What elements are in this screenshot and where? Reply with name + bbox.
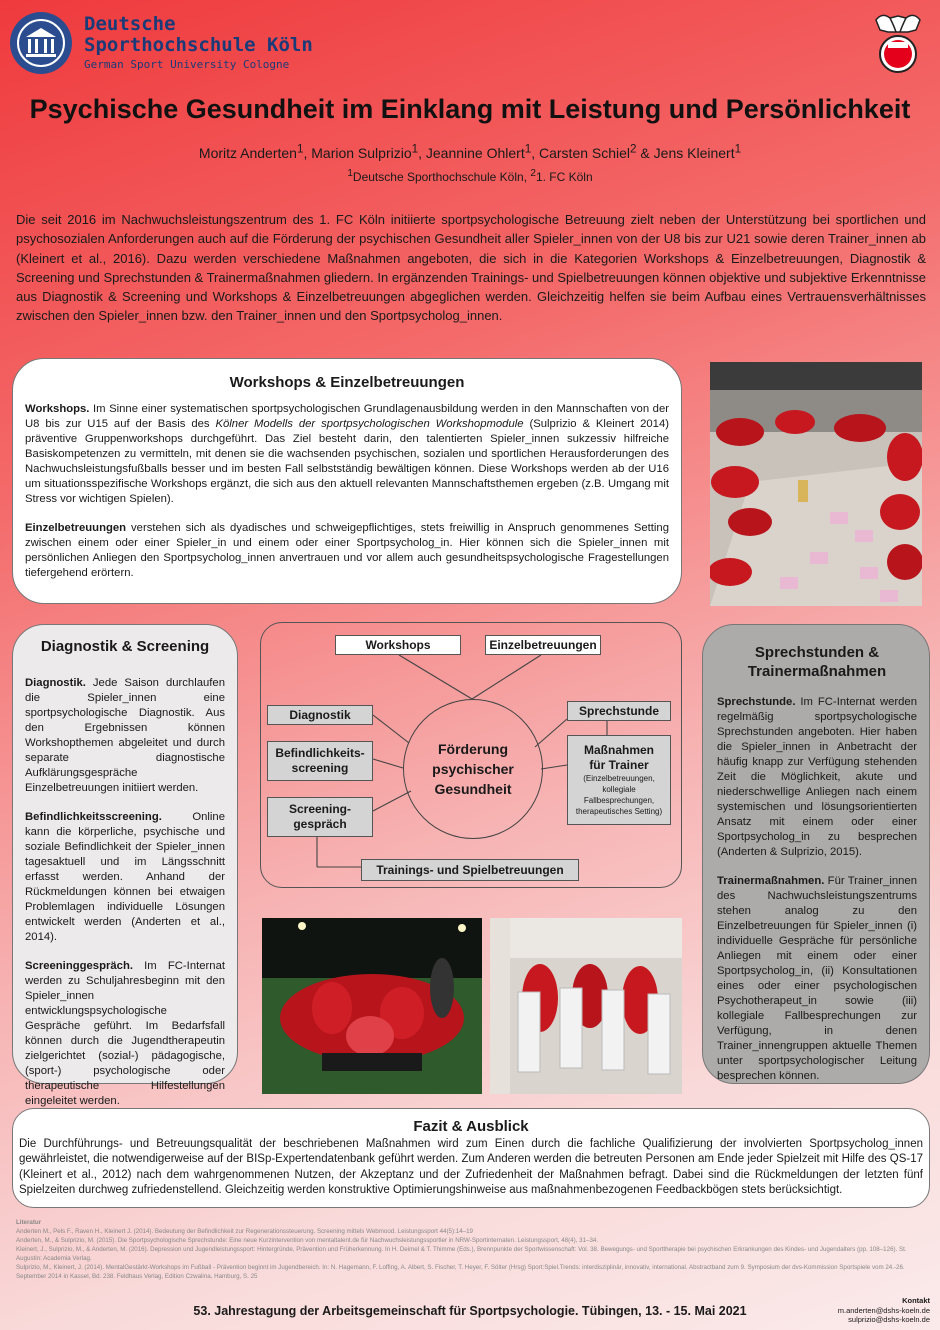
sprechstunden-panel	[702, 624, 930, 1084]
workshops-heading: Workshops & Einzelbetreuungen	[229, 374, 465, 391]
author: Moritz Anderten$^1$,	[198, 142, 312, 161]
references	[16, 1218, 928, 1281]
diagram-screening-box: Screening- gespräch	[267, 797, 373, 837]
diagram-center-circle: Förderung psychischer Gesundheit	[403, 699, 543, 839]
befindlichkeitsscreening-paragraph: Befindlichkeitsscreening. Online kann die körperliche, psychische und soziale Befindlichkeit der Spieler_innen tagesaktuell und im Längsschnitt erfasst werden. Anhand der Rückmeldungen können bei etwaigen Problemlagen individuelle Lösungen entwickelt werden (Anderten et al., 2014).	[25, 811, 225, 943]
temple-icon	[16, 18, 66, 68]
sprechstunde-paragraph: Sprechstunde. Im FC-Internat werden regelmäßig sportpsychologische Sprechstunden angeboten. Hier haben die Spieler_innen in Anbetracht der häufig knapp zur Verfügung stehenden Zeit die Möglichkeit, akute und niederschwellige Anliegen nach einem systemischen und lösungsorientierten Ansatz mit einem oder einer Sportpsycholog_in zu besprechen (Anderten & Sulprizio, 2015).	[717, 696, 917, 858]
diagram-massnahmen-box: Maßnahmen für Trainer (Einzelbetreuungen, kollegiale Fallbesprechungen, therapeutisches Setting)	[567, 735, 671, 825]
author: Jens Kleinert$^1$	[653, 142, 742, 161]
diagram-sprechstunde-box: Sprechstunde	[567, 701, 671, 721]
fazit-text: Die Durchführungs- und Betreuungsqualität der beschriebenen Maßnahmen wird zum Einen durch die fachliche Qualifizierung der involvierten Sportpsycholog_innen gewährleistet, die notwendigerweise auf der BISp-Expertendatenbank geführt werden. Zum Anderen werden die betreuten Personen am Ende jeder Spielzeit mit Hilfe des QS-17 (Kleinert et al., 2012) nach dem wahrgenommenen Nutzen, der Akzeptanz und der Zufriedenheit der Maßnahmen befragt. Dabei sind die Rückmeldungen der letzten fünf Spielzeiten durchweg zufriedenstellend. Gleichzeitig werden konstruktive Optimierungshinweise aus maßnahmenbezogenen Feedbackbögen stets berücksichtigt.	[19, 1137, 923, 1196]
references-heading: Literatur	[16, 1219, 42, 1226]
author-list	[0, 142, 940, 161]
workshops-paragraph: Workshops. Im Sinne einer systematischen sportpsychologischen Grundlagenausbildung werden in den Mannschaften von der U8 bis zur U15 auf der Basis des Kölner Modells der sportpsychologischen Workshopmodule (Sulprizio & Kleinert 2014) präventive Gruppenworkshops durchgeführt. Das Ziel besteht darin, den talentierten Spieler_innen sukzessiv hilfreiche Basiskompetenzen zu vermitteln, mit denen sie die wachsenden psychischen, sozialen und sportlichen Herausforderungen des Nachwuchsleistungsfußballs besser und im besten Fall selbstständig bewältigen können. Diese Workshops werden ab der U16 um situationsspezifische Workshops ergänzt, die sich aus den aktuell relevanten Mannschaftsthemen ergeben (z.B. Umgang mit Stress vor wichtigen Spielen).	[25, 403, 670, 505]
diagnostik-panel	[12, 624, 238, 1107]
diagram-diagnostik-box: Diagnostik	[267, 705, 373, 725]
screeninggespraech-paragraph: Screeninggespräch. Im FC-Internat werden zu Schuljahresbeginn mit den Spieler_innen entwicklungspsychologische Gespräche geführt. Im Bedarfsfall können durch die Jugendtherapeutin zielgerichtet (sozial-) pädagogische, (sport-) psychologische oder therapeutische Hilfestellungen eingeleitet werden.	[25, 960, 225, 1107]
trainermassnahmen-paragraph: Trainermaßnahmen. Für Trainer_innen des Nachwuchsleistungszentrums stehen analog zu den Einzelbetreuungen für Spieler_innen (i) individuelle Gespräche für persönliche Anliegen mit einem oder einer Sportpsycholog_in, (ii) Konsultationen eines oder einer psychologischen Psychotherapeut_in sowie (iii) kollegiale Fallbesprechungen zur Verfügung, in denen Trainer_innengruppen aktuelle Themen unter sportpsychologischer Leitung besprechen können.	[717, 875, 917, 1082]
contact-email-link[interactable]: m.anderten@dshs-koeln.de	[837, 1305, 930, 1315]
contact-email-link[interactable]: sulprizio@dshs-koeln.de	[848, 1315, 930, 1324]
einzelbetreuungen-paragraph: Einzelbetreuungen verstehen sich als dyadisches und schweigepflichtiges, stets freiwillig in Anspruch genommenes Setting zwischen einem oder einer Spieler_in und einem oder einer Sportpsycholog_in. Hier können sich die Spieler_innen mit persönlichen Anliegen den Sportpsycholog_innen anvertrauen und vor allem auch gesundheitspsychologische Fragestellungen tiefergehend erörtern.	[25, 522, 669, 579]
author: Jeannine Ohlert$^1$,	[425, 142, 539, 161]
affiliations: $^1$Deutsche Sporthochschule Köln, $^2$1. FC Köln	[347, 168, 593, 184]
measures-diagram	[260, 622, 682, 888]
diagnostik-heading: Diagnostik & Screening	[40, 638, 210, 655]
diagram-einzel-box: Einzelbetreuungen	[485, 635, 601, 655]
dshs-logo	[10, 12, 72, 74]
author: Carsten Schiel$^2$ &	[539, 142, 654, 161]
author: Marion Sulprizio$^1$,	[311, 142, 426, 161]
reference-item: Anderten M., Pels F., Raven H., Kleinert J. (2014). Bedeutung der Befindlichkeit zur Regenerationssteuerung. Screening mittels Webmood. Leistungssport 44(5):14–19	[16, 1228, 473, 1235]
sprechstunden-heading: Sprechstunden & Trainermaßnahmen	[747, 644, 887, 680]
fazit-heading: Fazit & Ausblick	[413, 1118, 529, 1135]
reference-item: Sulprizio, M., Kleinert, J. (2014). MentalGestärkt-Workshops im Fußball - Prävention beginnt im Jugendbereich. In: N. Hagemann, F. Loffing, A. Albert, S. Fischer, T. Heyer, F. Sölter (Hrsg) Sport:Spiel.Trends: interdisziplinär, innovativ, international. Abstractband zum 9. Symposium der dvs-Kommission Sportspiele vom 24.-26. September 2014 in Kassel, Bd. 238. Feldhaus Verlag, Edition Czwalina, Hamburg, S. 25	[16, 1264, 905, 1280]
diagram-befindlichkeit-box: Befindlichkeits- screening	[267, 741, 373, 781]
diagram-trainings-box: Trainings- und Spielbetreuungen	[361, 859, 579, 881]
intro-text: Die seit 2016 im Nachwuchsleistungszentrum des 1. FC Köln initiierte sportpsychologische Betreuung zielt neben der Unterstützung bei sportlichen und psychosozialen Anforderungen auch auf die Förderung der psychischen Gesundheit aller Spieler_innen von der U8 bis zur U21 sowie deren Trainer_innen ab (Kleinert et al., 2016). Dazu werden verschiedene Maßnahmen angeboten, die sich in die Kategorien Workshops & Einzelbetreuungen, Diagnostik & Screening und Sprechstunden & Trainermaßnahmen gliedern. In ergänzenden Trainings- und Spielbetreuungen können objektive und subjektive Erkenntnisse aus Diagnostik & Screening und Workshops & Einzelbetreuungen abgeglichen werden. Gleichzeitig helfen sie beim Aufbau eines Vertrauensverhältnisses zwischen den Spieler_innen bzw. den Trainer_innen und den Sportpsycholog_innen.	[16, 212, 926, 324]
workshops-panel	[12, 358, 682, 604]
reference-item: Kleinert, J., Sulprizio, M., & Anderten, M. (2016). Depression und Jugendleistungssport: Hintergründe, Prävention und Früherkennung. In H. Deimel & T. Thimme (Eds.), Brennpunkte der Sportwissenschaft: Vol. 38. Bewegungs- und Sporttherapie bei psychischen Erkrankungen des Kindes- und Jugendalters (pp. 108–126). St. Augustin: Academia Verlag.	[16, 1246, 907, 1262]
contact-heading: Kontakt	[902, 1296, 930, 1305]
goat-crest-icon	[868, 12, 928, 76]
diagnostik-paragraph: Diagnostik. Jede Saison durchlaufen die Spieler_innen eine sportpsychologische Diagnostik. Aus den Ergebnissen können Workshopthemen abgeleitet und durch separate diagnostische Aufklärungsgespräche Einzelbetreuungen initiiert werden.	[25, 677, 225, 794]
diagram-workshops-box: Workshops	[335, 635, 461, 655]
team-huddle-photo	[262, 918, 482, 1094]
uni-name-line2: Sporthochschule Köln	[84, 34, 313, 56]
group-activity-photo	[490, 918, 682, 1094]
university-name	[84, 14, 313, 71]
poster-title: Psychische Gesundheit im Einklang mit Leistung und Persönlichkeit	[29, 94, 911, 124]
uni-name-line1: Deutsche	[84, 13, 176, 35]
fc-koeln-logo	[868, 12, 928, 76]
fazit-panel	[12, 1108, 930, 1208]
conference-footer: 53. Jahrestagung der Arbeitsgemeinschaft für Sportpsychologie. Tübingen, 13. - 15. Mai 2021	[193, 1304, 747, 1318]
reference-item: Anderten, M., & Sulprizio, M. (2015). Die Sportpsychologische Sprechstunde: Eine neue Kurzintervention von mentaltalent.de für Nachwuchsleistungssportler in NRW-Sportinternaten. Leistungssport, 48(4), 31–34.	[16, 1237, 599, 1244]
contact-block	[838, 1296, 930, 1325]
uni-name-english: German Sport University Cologne	[84, 58, 290, 71]
workshop-photo	[710, 362, 922, 606]
